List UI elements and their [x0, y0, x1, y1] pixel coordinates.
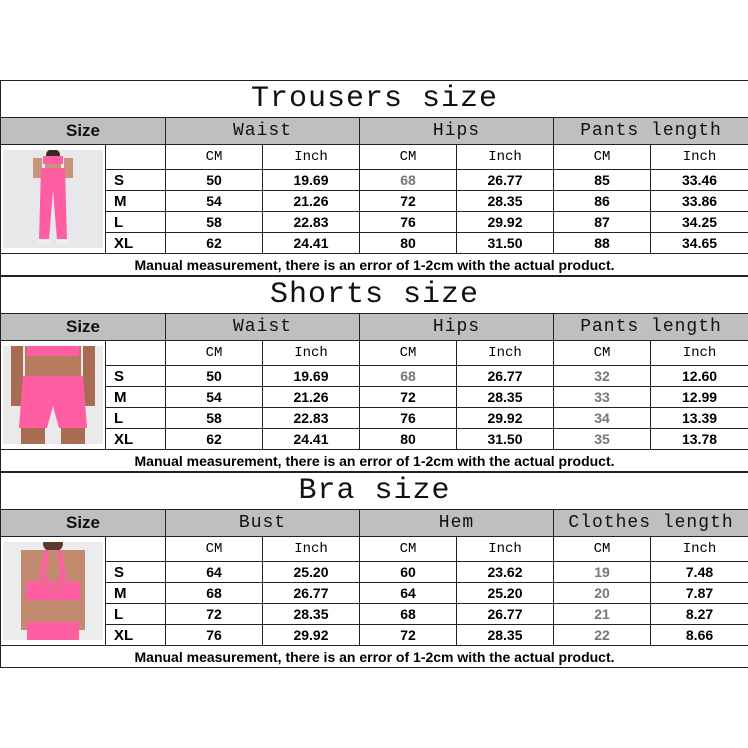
value-cell: 23.62	[457, 562, 554, 583]
table-row	[1, 366, 748, 387]
value-cell: 25.20	[457, 583, 554, 604]
unit-label: CM	[360, 537, 457, 562]
value-cell: 35	[554, 429, 651, 450]
section-title: Bra size	[1, 473, 748, 510]
value-cell: 19.69	[263, 366, 360, 387]
value-cell: 68	[360, 170, 457, 191]
unit-label: CM	[360, 145, 457, 170]
value-cell: 28.35	[457, 387, 554, 408]
size-table	[0, 80, 748, 276]
size-cell: L	[106, 408, 166, 429]
table-row	[1, 170, 748, 191]
size-cell: L	[106, 212, 166, 233]
group-header: Waist	[166, 118, 360, 145]
unit-label: CM	[166, 537, 263, 562]
value-cell: 34.65	[651, 233, 748, 254]
value-cell: 28.35	[457, 625, 554, 646]
size-cell: M	[106, 191, 166, 212]
table-row	[1, 212, 748, 233]
table-row	[1, 583, 748, 604]
unit-label: Inch	[263, 537, 360, 562]
value-cell: 86	[554, 191, 651, 212]
unit-label: Inch	[651, 537, 748, 562]
unit-label: CM	[166, 341, 263, 366]
value-cell: 20	[554, 583, 651, 604]
section-title: Shorts size	[1, 277, 748, 314]
table-row	[1, 429, 748, 450]
size-header: Size	[1, 510, 166, 537]
size-cell: XL	[106, 625, 166, 646]
value-cell: 28.35	[263, 604, 360, 625]
value-cell: 26.77	[457, 604, 554, 625]
value-cell: 60	[360, 562, 457, 583]
unit-label: Inch	[457, 145, 554, 170]
size-cell: XL	[106, 233, 166, 254]
size-section-bra	[0, 472, 748, 668]
product-photo-cell	[1, 145, 106, 254]
unit-label: Inch	[263, 341, 360, 366]
value-cell: 29.92	[457, 212, 554, 233]
value-cell: 68	[166, 583, 263, 604]
group-header: Pants length	[554, 314, 748, 341]
group-header: Waist	[166, 314, 360, 341]
value-cell: 85	[554, 170, 651, 191]
value-cell: 76	[166, 625, 263, 646]
value-cell: 80	[360, 233, 457, 254]
value-cell: 25.20	[263, 562, 360, 583]
group-header: Bust	[166, 510, 360, 537]
value-cell: 24.41	[263, 429, 360, 450]
value-cell: 19.69	[263, 170, 360, 191]
value-cell: 72	[360, 625, 457, 646]
section-title: Trousers size	[1, 81, 748, 118]
table-row	[1, 387, 748, 408]
value-cell: 76	[360, 408, 457, 429]
trousers-product-image	[3, 150, 103, 248]
value-cell: 68	[360, 366, 457, 387]
unit-label: CM	[554, 537, 651, 562]
value-cell: 31.50	[457, 233, 554, 254]
value-cell: 31.50	[457, 429, 554, 450]
value-cell: 50	[166, 366, 263, 387]
unit-label: CM	[360, 341, 457, 366]
table-row	[1, 604, 748, 625]
value-cell: 7.87	[651, 583, 748, 604]
size-cell: M	[106, 387, 166, 408]
unit-label: Inch	[263, 145, 360, 170]
unit-label: CM	[554, 341, 651, 366]
group-header: Hem	[360, 510, 554, 537]
value-cell: 32	[554, 366, 651, 387]
value-cell: 72	[360, 387, 457, 408]
value-cell: 62	[166, 233, 263, 254]
value-cell: 19	[554, 562, 651, 583]
value-cell: 21	[554, 604, 651, 625]
unit-label: CM	[554, 145, 651, 170]
value-cell: 54	[166, 387, 263, 408]
value-cell: 26.77	[263, 583, 360, 604]
group-header: Hips	[360, 118, 554, 145]
value-cell: 58	[166, 212, 263, 233]
value-cell: 29.92	[457, 408, 554, 429]
value-cell: 13.39	[651, 408, 748, 429]
value-cell: 21.26	[263, 387, 360, 408]
size-header: Size	[1, 118, 166, 145]
group-header: Pants length	[554, 118, 748, 145]
value-cell: 21.26	[263, 191, 360, 212]
size-cell: M	[106, 583, 166, 604]
table-row	[1, 562, 748, 583]
value-cell: 8.66	[651, 625, 748, 646]
unit-label: Inch	[457, 341, 554, 366]
value-cell: 54	[166, 191, 263, 212]
bra-product-image	[3, 542, 103, 640]
value-cell: 22.83	[263, 408, 360, 429]
value-cell: 22	[554, 625, 651, 646]
value-cell: 12.60	[651, 366, 748, 387]
value-cell: 34	[554, 408, 651, 429]
unit-label: CM	[166, 145, 263, 170]
value-cell: 87	[554, 212, 651, 233]
product-photo-cell	[1, 537, 106, 646]
size-cell: S	[106, 170, 166, 191]
size-cell: S	[106, 366, 166, 387]
value-cell: 72	[360, 191, 457, 212]
size-cell: S	[106, 562, 166, 583]
value-cell: 33.86	[651, 191, 748, 212]
value-cell: 68	[360, 604, 457, 625]
value-cell: 58	[166, 408, 263, 429]
size-table	[0, 276, 748, 472]
value-cell: 80	[360, 429, 457, 450]
group-header: Hips	[360, 314, 554, 341]
value-cell: 34.25	[651, 212, 748, 233]
value-cell: 50	[166, 170, 263, 191]
value-cell: 26.77	[457, 366, 554, 387]
value-cell: 72	[166, 604, 263, 625]
size-cell: XL	[106, 429, 166, 450]
value-cell: 33.46	[651, 170, 748, 191]
size-section-shorts	[0, 276, 748, 472]
value-cell: 26.77	[457, 170, 554, 191]
size-table	[0, 472, 748, 668]
size-chart-sheet	[0, 80, 748, 668]
value-cell: 76	[360, 212, 457, 233]
value-cell: 12.99	[651, 387, 748, 408]
value-cell: 13.78	[651, 429, 748, 450]
value-cell: 33	[554, 387, 651, 408]
value-cell: 29.92	[263, 625, 360, 646]
measurement-note: Manual measurement, there is an error of 1-2cm with the actual product.	[1, 646, 748, 668]
table-row	[1, 625, 748, 646]
size-cell: L	[106, 604, 166, 625]
table-row	[1, 233, 748, 254]
size-header: Size	[1, 314, 166, 341]
measurement-note: Manual measurement, there is an error of 1-2cm with the actual product.	[1, 254, 748, 276]
measurement-note: Manual measurement, there is an error of 1-2cm with the actual product.	[1, 450, 748, 472]
table-row	[1, 408, 748, 429]
value-cell: 7.48	[651, 562, 748, 583]
unit-label: Inch	[457, 537, 554, 562]
value-cell: 24.41	[263, 233, 360, 254]
size-section-trousers	[0, 80, 748, 276]
value-cell: 64	[360, 583, 457, 604]
unit-label: Inch	[651, 145, 748, 170]
unit-label: Inch	[651, 341, 748, 366]
group-header: Clothes length	[554, 510, 748, 537]
value-cell: 8.27	[651, 604, 748, 625]
product-photo-cell	[1, 341, 106, 450]
value-cell: 28.35	[457, 191, 554, 212]
value-cell: 64	[166, 562, 263, 583]
shorts-product-image	[3, 346, 103, 444]
value-cell: 62	[166, 429, 263, 450]
table-row	[1, 191, 748, 212]
value-cell: 88	[554, 233, 651, 254]
value-cell: 22.83	[263, 212, 360, 233]
